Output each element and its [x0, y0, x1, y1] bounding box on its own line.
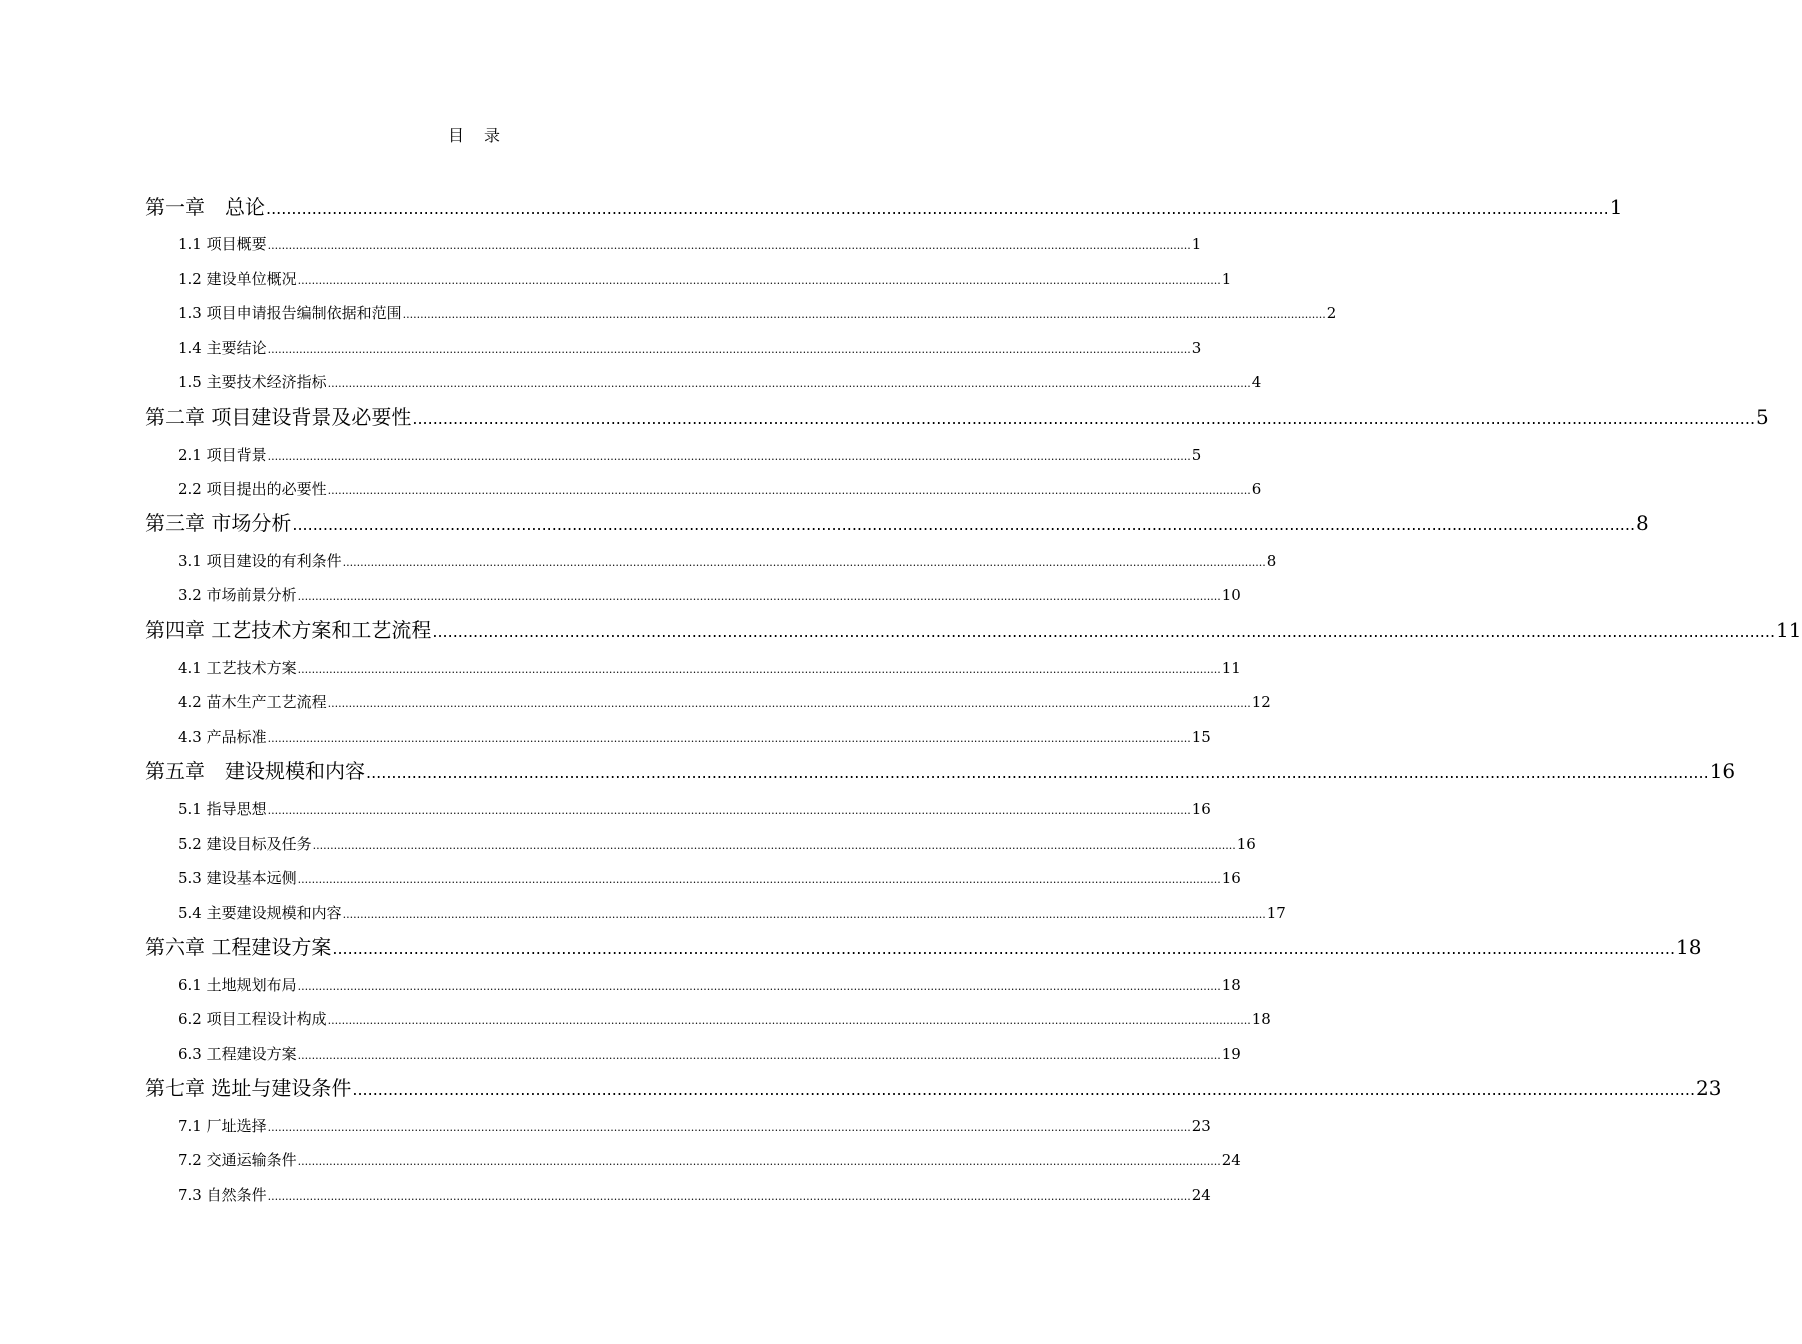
toc-page-number: 1	[1191, 235, 1202, 253]
toc-dot-leader: ........................................................................................................................................................................................................................................................................	[412, 409, 1756, 428]
toc-page-number: 11	[1221, 659, 1241, 677]
toc-entry-label: 7.1 厂址选择	[178, 1117, 267, 1135]
toc-entry-label: 5.4 主要建设规模和内容	[178, 904, 342, 922]
toc-section-entry[interactable]	[178, 864, 1241, 892]
toc-page-number: 3	[1191, 339, 1202, 357]
toc-dot-leader: ........................................................................................................................................................................................................................................................................	[297, 980, 1221, 993]
toc-dot-leader: ........................................................................................................................................................................................................................................................................	[297, 1155, 1221, 1168]
toc-page-number: 23	[1696, 1076, 1722, 1100]
toc-section-entry[interactable]	[178, 368, 1262, 396]
toc-section-entry[interactable]	[178, 723, 1211, 751]
toc-entry-label: 1.1 项目概要	[178, 235, 267, 253]
toc-page-number: 8	[1266, 552, 1277, 570]
toc-entry-label: 2.2 项目提出的必要性	[178, 480, 327, 498]
toc-section-entry[interactable]	[178, 475, 1262, 503]
toc-dot-leader: ........................................................................................................................................................................................................................................................................	[297, 663, 1221, 676]
toc-entry-label: 2.1 项目背景	[178, 446, 267, 464]
toc-dot-leader: ........................................................................................................................................................................................................................................................................	[292, 515, 1636, 534]
toc-dot-leader: ........................................................................................................................................................................................................................................................................	[297, 873, 1221, 886]
toc-section-entry[interactable]	[178, 1112, 1211, 1140]
toc-entry-label: 1.5 主要技术经济指标	[178, 373, 327, 391]
toc-page-number: 16	[1236, 835, 1256, 853]
toc-entry-label: 第六章 工程建设方案	[145, 935, 332, 959]
toc-dot-leader: ........................................................................................................................................................................................................................................................................	[267, 804, 1191, 817]
toc-entry-label: 1.2 建设单位概况	[178, 270, 297, 288]
toc-page-number: 17	[1266, 904, 1286, 922]
toc-dot-leader: ........................................................................................................................................................................................................................................................................	[266, 199, 1609, 218]
toc-page-number: 15	[1191, 728, 1211, 746]
toc-section-entry[interactable]	[178, 1146, 1241, 1174]
toc-page-number: 6	[1251, 480, 1262, 498]
toc-page-number: 4	[1251, 373, 1262, 391]
toc-entry-label: 第七章 选址与建设条件	[145, 1076, 352, 1100]
toc-entry-label: 第一章 总论	[145, 195, 265, 219]
toc-page-number: 24	[1191, 1186, 1211, 1204]
toc-page-number: 19	[1221, 1045, 1241, 1063]
toc-entry-label: 6.2 项目工程设计构成	[178, 1010, 327, 1028]
toc-section-entry[interactable]	[178, 1040, 1241, 1068]
page-title: 目 录	[447, 126, 502, 145]
toc-section-entry[interactable]	[178, 1005, 1271, 1033]
toc-dot-leader: ........................................................................................................................................................................................................................................................................	[342, 556, 1266, 569]
toc-entry-label: 1.3 项目申请报告编制依据和范围	[178, 304, 402, 322]
toc-section-entry[interactable]	[178, 299, 1337, 327]
toc-dot-leader: ........................................................................................................................................................................................................................................................................	[352, 1080, 1696, 1099]
toc-entry-label: 4.2 苗木生产工艺流程	[178, 693, 327, 711]
toc-dot-leader: ........................................................................................................................................................................................................................................................................	[402, 308, 1326, 321]
toc-dot-leader: ........................................................................................................................................................................................................................................................................	[312, 839, 1236, 852]
toc-entry-label: 3.1 项目建设的有利条件	[178, 552, 342, 570]
toc-entry-label: 6.3 工程建设方案	[178, 1045, 297, 1063]
toc-section-entry[interactable]	[178, 441, 1202, 469]
toc-chapter-entry[interactable]	[145, 616, 1802, 644]
toc-page-number: 16	[1221, 869, 1241, 887]
toc-section-entry[interactable]	[178, 547, 1277, 575]
toc-section-entry[interactable]	[178, 230, 1202, 258]
toc-entry-label: 第三章 市场分析	[145, 511, 292, 535]
toc-dot-leader: ........................................................................................................................................................................................................................................................................	[297, 274, 1221, 287]
toc-chapter-entry[interactable]	[145, 509, 1649, 537]
toc-section-entry[interactable]	[178, 830, 1256, 858]
toc-chapter-entry[interactable]	[145, 933, 1702, 961]
toc-entry-label: 3.2 市场前景分析	[178, 586, 297, 604]
toc-dot-leader: ........................................................................................................................................................................................................................................................................	[327, 697, 1251, 710]
toc-entry-label: 第二章 项目建设背景及必要性	[145, 405, 412, 429]
toc-dot-leader: ........................................................................................................................................................................................................................................................................	[432, 622, 1776, 641]
toc-section-entry[interactable]	[178, 1181, 1211, 1209]
toc-page-number: 16	[1191, 800, 1211, 818]
toc-page-number: 5	[1756, 405, 1769, 429]
toc-dot-leader: ........................................................................................................................................................................................................................................................................	[267, 732, 1191, 745]
toc-entry-label: 5.3 建设基本远侧	[178, 869, 297, 887]
toc-section-entry[interactable]	[178, 265, 1232, 293]
toc-dot-leader: ........................................................................................................................................................................................................................................................................	[297, 590, 1221, 603]
toc-dot-leader: ........................................................................................................................................................................................................................................................................	[267, 343, 1191, 356]
toc-section-entry[interactable]	[178, 971, 1241, 999]
toc-entry-label: 1.4 主要结论	[178, 339, 267, 357]
toc-entry-label: 7.3 自然条件	[178, 1186, 267, 1204]
toc-entry-label: 第四章 工艺技术方案和工艺流程	[145, 618, 432, 642]
toc-section-entry[interactable]	[178, 334, 1202, 362]
toc-page-number: 11	[1776, 618, 1802, 642]
toc-page-number: 1	[1221, 270, 1232, 288]
toc-dot-leader: ........................................................................................................................................................................................................................................................................	[366, 763, 1709, 782]
toc-chapter-entry[interactable]	[145, 403, 1769, 431]
toc-page-number: 12	[1251, 693, 1271, 711]
toc-section-entry[interactable]	[178, 654, 1241, 682]
toc-page-number: 23	[1191, 1117, 1211, 1135]
toc-entry-label: 6.1 土地规划布局	[178, 976, 297, 994]
toc-chapter-entry[interactable]	[145, 193, 1623, 221]
toc-section-entry[interactable]	[178, 688, 1271, 716]
toc-dot-leader: ........................................................................................................................................................................................................................................................................	[267, 1121, 1191, 1134]
toc-dot-leader: ........................................................................................................................................................................................................................................................................	[267, 1190, 1191, 1203]
toc-page-number: 24	[1221, 1151, 1241, 1169]
toc-entry-label: 7.2 交通运输条件	[178, 1151, 297, 1169]
toc-dot-leader: ........................................................................................................................................................................................................................................................................	[342, 908, 1266, 921]
toc-page-number: 18	[1676, 935, 1702, 959]
toc-dot-leader: ........................................................................................................................................................................................................................................................................	[297, 1049, 1221, 1062]
toc-section-entry[interactable]	[178, 795, 1211, 823]
toc-entry-label: 5.1 指导思想	[178, 800, 267, 818]
toc-entry-label: 5.2 建设目标及任务	[178, 835, 312, 853]
toc-page-number: 2	[1326, 304, 1337, 322]
toc-page-number: 1	[1609, 195, 1623, 219]
toc-page-number: 5	[1191, 446, 1202, 464]
toc-page-number: 18	[1251, 1010, 1271, 1028]
toc-entry-label: 第五章 建设规模和内容	[145, 759, 365, 783]
toc-dot-leader: ........................................................................................................................................................................................................................................................................	[327, 1014, 1251, 1027]
toc-page-number: 18	[1221, 976, 1241, 994]
toc-entry-label: 4.3 产品标准	[178, 728, 267, 746]
toc-dot-leader: ........................................................................................................................................................................................................................................................................	[327, 377, 1251, 390]
toc-entry-label: 4.1 工艺技术方案	[178, 659, 297, 677]
toc-dot-leader: ........................................................................................................................................................................................................................................................................	[267, 450, 1191, 463]
toc-page-number: 16	[1709, 759, 1736, 783]
toc-dot-leader: ........................................................................................................................................................................................................................................................................	[267, 239, 1191, 252]
toc-page-number: 8	[1636, 511, 1649, 535]
toc-dot-leader: ........................................................................................................................................................................................................................................................................	[327, 484, 1251, 497]
toc-section-entry[interactable]	[178, 581, 1241, 609]
toc-dot-leader: ........................................................................................................................................................................................................................................................................	[332, 939, 1676, 958]
toc-section-entry[interactable]	[178, 899, 1286, 927]
toc-chapter-entry[interactable]	[145, 757, 1736, 785]
toc-page-number: 10	[1221, 586, 1241, 604]
toc-chapter-entry[interactable]	[145, 1074, 1722, 1102]
